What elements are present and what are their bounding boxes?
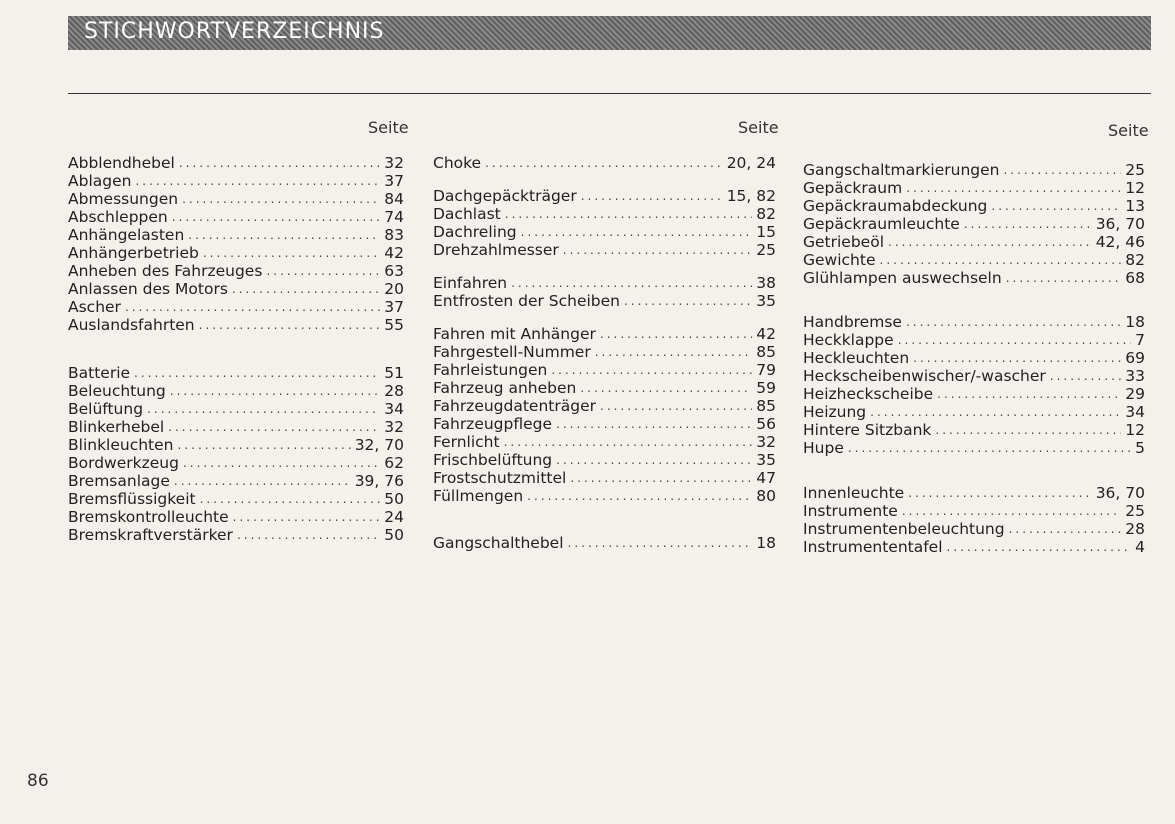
index-entry (433, 205, 776, 223)
index-entry (803, 520, 1145, 538)
leader-dots (1006, 269, 1122, 287)
leader-dots (200, 490, 381, 508)
index-entry (803, 385, 1145, 403)
index-entry (433, 292, 776, 310)
index-entry (433, 397, 776, 415)
index-entry (433, 487, 776, 505)
leader-dots (134, 364, 380, 382)
index-page-ref: 7 (1135, 331, 1145, 349)
index-page-ref: 32 (384, 154, 404, 172)
header-rule (68, 93, 1151, 94)
column-3-seite-label: Seite (1108, 121, 1149, 140)
leader-dots (504, 433, 753, 451)
index-term: Ablagen (68, 172, 132, 190)
index-entry (68, 298, 404, 316)
index-term: Instrumentenbeleuchtung (803, 520, 1005, 538)
index-page-ref: 69 (1125, 349, 1145, 367)
index-term: Blinkerhebel (68, 418, 165, 436)
leader-dots (563, 241, 752, 259)
column-1-seite-label: Seite (368, 118, 409, 137)
index-term: Fahren mit Anhänger (433, 325, 596, 343)
index-page-ref: 18 (1125, 313, 1145, 331)
index-page-ref: 32 (384, 418, 404, 436)
leader-dots (135, 172, 380, 190)
leader-dots (1003, 161, 1121, 179)
index-term: Dachreling (433, 223, 517, 241)
header-bar (68, 16, 1151, 50)
leader-dots (595, 343, 753, 361)
index-term: Füllmengen (433, 487, 524, 505)
index-entry (68, 454, 404, 472)
index-page-ref: 47 (756, 469, 776, 487)
index-entry (803, 251, 1145, 269)
index-entry (68, 472, 404, 490)
leader-dots (203, 244, 380, 262)
index-term: Instrumententafel (803, 538, 943, 556)
index-page-ref: 29 (1125, 385, 1145, 403)
index-page-ref: 25 (1125, 502, 1145, 520)
index-term: Fahrzeugdatenträger (433, 397, 596, 415)
index-entry (803, 269, 1145, 287)
leader-dots (600, 325, 752, 343)
index-page-ref: 37 (384, 298, 404, 316)
index-page-ref: 38 (756, 274, 776, 292)
leader-dots (870, 403, 1121, 421)
index-page-ref: 35 (756, 292, 776, 310)
index-term: Anhängelasten (68, 226, 185, 244)
index-page-ref: 68 (1125, 269, 1145, 287)
index-term: Hintere Sitzbank (803, 421, 932, 439)
index-page-ref: 79 (756, 361, 776, 379)
index-entry (433, 187, 776, 205)
index-page-ref: 74 (384, 208, 404, 226)
index-entry (803, 439, 1145, 457)
page-title: STICHWORTVERZEICHNIS (84, 19, 385, 44)
index-entry (803, 403, 1145, 421)
index-entry (433, 274, 776, 292)
index-page-ref: 85 (756, 343, 776, 361)
index-page-ref: 12 (1125, 421, 1145, 439)
index-page-ref: 12 (1125, 179, 1145, 197)
index-entry (433, 451, 776, 469)
index-term: Blinkleuchten (68, 436, 174, 454)
index-page-ref: 20, 24 (726, 154, 776, 172)
leader-dots (902, 502, 1121, 520)
index-page-ref: 34 (1125, 403, 1145, 421)
leader-dots (179, 154, 380, 172)
index-entry (68, 418, 404, 436)
index-term: Heizung (803, 403, 867, 421)
leader-dots (888, 233, 1092, 251)
index-term: Belüftung (68, 400, 144, 418)
index-page-ref: 33 (1125, 367, 1145, 385)
index-term: Ascher (68, 298, 121, 316)
leader-dots (624, 292, 752, 310)
index-entry (68, 244, 404, 262)
index-page-ref: 15, 82 (726, 187, 776, 205)
index-entry (433, 415, 776, 433)
leader-dots (556, 415, 752, 433)
index-term: Anlassen des Motors (68, 280, 228, 298)
index-page-ref: 84 (384, 190, 404, 208)
index-term: Frostschutzmittel (433, 469, 567, 487)
index-term: Beleuchtung (68, 382, 166, 400)
leader-dots (880, 251, 1122, 269)
index-page-ref: 32 (756, 433, 776, 451)
index-page-ref: 37 (384, 172, 404, 190)
index-entry (803, 538, 1145, 556)
leader-dots (232, 280, 380, 298)
index-entry (68, 436, 404, 454)
index-page-ref: 13 (1125, 197, 1145, 215)
index-term: Einfahren (433, 274, 508, 292)
leader-dots (182, 190, 380, 208)
index-entry (803, 215, 1145, 233)
column-2-seite-label: Seite (738, 118, 779, 137)
index-page-ref: 50 (384, 526, 404, 544)
index-term: Abmessungen (68, 190, 179, 208)
leader-dots (913, 349, 1121, 367)
leader-dots (266, 262, 380, 280)
index-term: Bremsanlage (68, 472, 170, 490)
index-page-ref: 5 (1135, 439, 1145, 457)
index-page-ref: 24 (384, 508, 404, 526)
index-page-ref: 80 (756, 487, 776, 505)
leader-dots (947, 538, 1132, 556)
index-page-ref: 4 (1135, 538, 1145, 556)
leader-dots (556, 451, 752, 469)
index-page-ref: 83 (384, 226, 404, 244)
leader-dots (906, 313, 1121, 331)
index-term: Hupe (803, 439, 844, 457)
leader-dots (898, 331, 1131, 349)
index-entry (433, 241, 776, 259)
index-entry (433, 154, 776, 172)
index-entry (803, 313, 1145, 331)
leader-dots (199, 316, 381, 334)
index-term: Heckscheibenwischer/-wascher (803, 367, 1046, 385)
index-entry (68, 490, 404, 508)
index-entry (68, 190, 404, 208)
leader-dots (991, 197, 1121, 215)
index-entry (68, 364, 404, 382)
index-entry (803, 197, 1145, 215)
index-entry (803, 484, 1145, 502)
index-entry (803, 233, 1145, 251)
index-term: Gangschalthebel (433, 534, 564, 552)
index-entry (68, 508, 404, 526)
leader-dots (964, 215, 1092, 233)
index-entry (68, 526, 404, 544)
index-term: Getriebeöl (803, 233, 885, 251)
index-page-ref: 25 (1125, 161, 1145, 179)
index-term: Entfrosten der Scheiben (433, 292, 621, 310)
index-page-ref: 82 (756, 205, 776, 223)
index-page-ref: 55 (384, 316, 404, 334)
leader-dots (600, 397, 752, 415)
index-entry (803, 421, 1145, 439)
index-term: Auslandsfahrten (68, 316, 195, 334)
index-entry (68, 262, 404, 280)
leader-dots (237, 526, 380, 544)
leader-dots (233, 508, 381, 526)
leader-dots (937, 385, 1121, 403)
index-page-ref: 50 (384, 490, 404, 508)
index-page-ref: 51 (384, 364, 404, 382)
index-entry (803, 502, 1145, 520)
index-term: Innenleuchte (803, 484, 905, 502)
leader-dots (168, 418, 380, 436)
index-page-ref: 42, 46 (1095, 233, 1145, 251)
index-page-ref: 25 (756, 241, 776, 259)
leader-dots (172, 208, 381, 226)
index-term: Bremsflüssigkeit (68, 490, 196, 508)
index-page-ref: 35 (756, 451, 776, 469)
index-term: Glühlampen auswechseln (803, 269, 1002, 287)
index-entry (803, 331, 1145, 349)
index-term: Fahrzeugpflege (433, 415, 553, 433)
index-page-ref: 32, 70 (354, 436, 404, 454)
index-page-ref: 42 (756, 325, 776, 343)
index-page-ref: 20 (384, 280, 404, 298)
index-page-ref: 36, 70 (1095, 215, 1145, 233)
index-page-ref: 28 (1125, 520, 1145, 538)
index-entry (68, 172, 404, 190)
index-entry (68, 382, 404, 400)
index-term: Heckklappe (803, 331, 894, 349)
leader-dots (580, 379, 752, 397)
index-page-ref: 42 (384, 244, 404, 262)
index-entry (433, 534, 776, 552)
index-page-ref: 18 (756, 534, 776, 552)
index-page-ref: 28 (384, 382, 404, 400)
index-entry (433, 379, 776, 397)
index-term: Gewichte (803, 251, 876, 269)
index-page-ref: 59 (756, 379, 776, 397)
leader-dots (568, 534, 753, 552)
leader-dots (125, 298, 380, 316)
leader-dots (848, 439, 1131, 457)
index-term: Batterie (68, 364, 131, 382)
index-entry (433, 325, 776, 343)
index-term: Anhängerbetrieb (68, 244, 199, 262)
leader-dots (935, 421, 1121, 439)
index-term: Abschleppen (68, 208, 168, 226)
index-term: Heizheckscheibe (803, 385, 934, 403)
index-page-ref: 56 (756, 415, 776, 433)
index-term: Anheben des Fahrzeuges (68, 262, 263, 280)
index-term: Gangschaltmarkierungen (803, 161, 1000, 179)
index-term: Fahrgestell-Nummer (433, 343, 591, 361)
leader-dots (174, 472, 351, 490)
leader-dots (1050, 367, 1121, 385)
index-term: Dachlast (433, 205, 501, 223)
index-page-ref: 82 (1125, 251, 1145, 269)
index-entry (803, 179, 1145, 197)
index-term: Gepäckraum (803, 179, 903, 197)
index-term: Choke (433, 154, 482, 172)
index-page-ref: 63 (384, 262, 404, 280)
leader-dots (906, 179, 1121, 197)
index-entry (68, 154, 404, 172)
index-entry (803, 349, 1145, 367)
leader-dots (511, 274, 752, 292)
leader-dots (183, 454, 380, 472)
leader-dots (170, 382, 381, 400)
leader-dots (505, 205, 753, 223)
index-entry (433, 223, 776, 241)
index-entry (433, 469, 776, 487)
index-entry (803, 367, 1145, 385)
leader-dots (1009, 520, 1122, 538)
index-page-ref: 15 (756, 223, 776, 241)
index-entry (68, 208, 404, 226)
index-page-ref: 36, 70 (1095, 484, 1145, 502)
index-term: Handbremse (803, 313, 902, 331)
index-entry (68, 400, 404, 418)
index-term: Bordwerkzeug (68, 454, 179, 472)
index-page-ref: 62 (384, 454, 404, 472)
index-entry (433, 343, 776, 361)
index-term: Dachgepäckträger (433, 187, 577, 205)
index-entry (433, 361, 776, 379)
index-term: Heckleuchten (803, 349, 910, 367)
leader-dots (581, 187, 723, 205)
index-entry (68, 226, 404, 244)
leader-dots (908, 484, 1091, 502)
leader-dots (178, 436, 351, 454)
index-entry (433, 433, 776, 451)
leader-dots (570, 469, 752, 487)
leader-dots (485, 154, 723, 172)
index-page-ref: 34 (384, 400, 404, 418)
index-term: Instrumente (803, 502, 898, 520)
index-entry (803, 161, 1145, 179)
index-term: Gepäckraumabdeckung (803, 197, 988, 215)
leader-dots (527, 487, 752, 505)
leader-dots (521, 223, 753, 241)
index-term: Drehzahlmesser (433, 241, 559, 259)
index-term: Fahrzeug anheben (433, 379, 577, 397)
index-term: Gepäckraumleuchte (803, 215, 960, 233)
index-page-ref: 85 (756, 397, 776, 415)
index-term: Bremskontrolleuchte (68, 508, 229, 526)
leader-dots (147, 400, 380, 418)
leader-dots (188, 226, 380, 244)
index-term: Abblendhebel (68, 154, 175, 172)
index-term: Frischbelüftung (433, 451, 553, 469)
index-entry (68, 280, 404, 298)
index-entry (68, 316, 404, 334)
index-term: Fernlicht (433, 433, 500, 451)
index-term: Fahrleistungen (433, 361, 548, 379)
index-term: Bremskraftverstärker (68, 526, 233, 544)
index-page-ref: 39, 76 (354, 472, 404, 490)
page-number: 86 (27, 771, 49, 791)
leader-dots (551, 361, 752, 379)
